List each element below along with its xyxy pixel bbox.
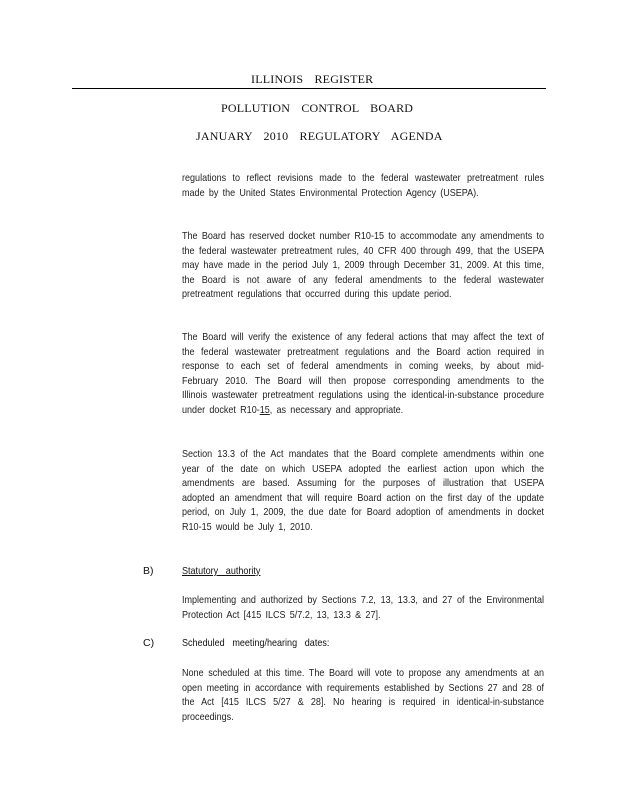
paragraph-2: The Board has reserved docket number R10-15 to accommodate any amendments to the federal wastewater pretreatment rules, 40 CFR 400 through 499, that the USEPA may have made in the period July 1, 2009 through December 31, 2009. At this time, the Board is not aware of any federal amendments to the federal wastewater pretreatment regulations that occurred during this update period. [182,230,545,300]
section-c-heading: Scheduled meeting/hearing dates: [182,637,330,649]
paragraph-3-text: The Board will verify the existence of any federal actions that may affect the text of the federal wastewater pretreatment regulations and the Board action required in response to each set of federal amendments in coming weeks, by about mid-February 2010. The Board will then propose corresponding amendments to the Illinois wastewater pretreatment regulations using the identical-in-substance procedure under docket R10- [182,331,545,416]
section-c-text: None scheduled at this time. The Board will vote to propose any amendments at an open meeting in accordance with requirements established by Sections 27 and 28 of the Act [415 ILCS 5/27 & 28]. No hearing is required in identical-in-substance proceedings. [182,667,545,723]
paragraph-1: regulations to reflect revisions made to the federal wastewater pretreatment rules made by the United States Environmental Protection Agency (USEPA). [182,172,545,199]
register-title: ILLINOIS REGISTER [251,72,374,86]
agenda-title: JANUARY 2010 REGULATORY AGENDA [196,129,443,143]
section-b-label: B) [143,565,154,577]
paragraph-4: Section 13.3 of the Act mandates that the Board complete amendments within one year of the date on which USEPA adopted the earliest action upon which the amendments are based. Assuming for the purposes of illustration that USEPA adopted an amendment that will require Board action on the first day of the update period, on July 1, 2009, the due date for Board adoption of amendments in docket R10-15 would be July 1, 2010. [182,448,545,533]
section-b-heading: Statutory authority [182,565,261,577]
docket-number-link: 15 [259,403,270,416]
section-b-text: Implementing and authorized by Sections 7.2, 13, 13.3, and 27 of the Environmental Protection Act [415 ILCS 5/7.2, 13, 13.3 & 27]. [182,594,545,621]
paragraph-3-end: , as necessary and appropriate. [269,403,404,416]
paragraph-3 [182,330,544,417]
section-c-label: C) [143,637,155,649]
header-rule [72,88,546,89]
board-title: POLLUTION CONTROL BOARD [221,101,414,115]
